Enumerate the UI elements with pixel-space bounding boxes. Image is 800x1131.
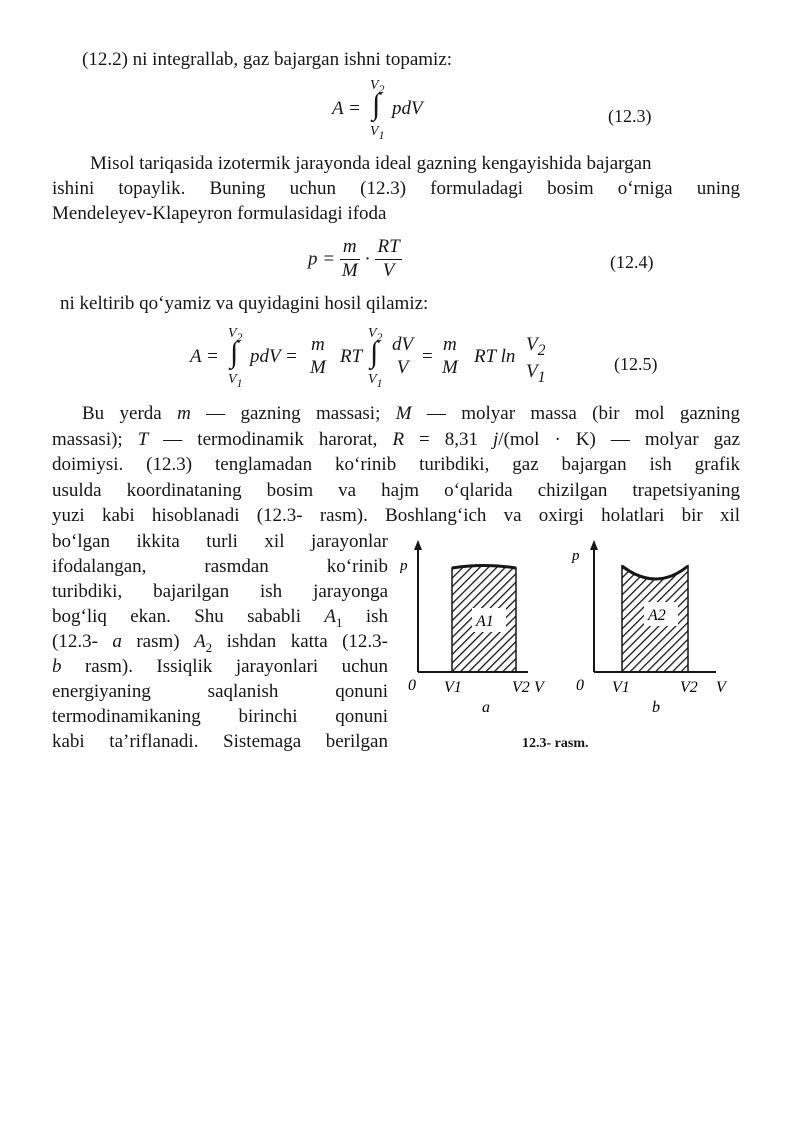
para2-line: ni keltirib qo‘yamiz va quyidagini hosil qilamiz: bbox=[60, 293, 429, 314]
narrow-segment: energiyaning saqlanish qonuni bbox=[52, 681, 388, 702]
para3-segment: massasi); bbox=[52, 429, 138, 450]
eq3-integrand: pdV = bbox=[250, 346, 298, 367]
para3-segment: T bbox=[137, 429, 149, 450]
narrow-line bbox=[52, 555, 388, 579]
narrow-line bbox=[52, 730, 388, 754]
para3-segment: usulda koordinataning bosim va hajm o‘qlarida chizilgan trapetsiyaning bbox=[52, 480, 740, 501]
para3-segment: R bbox=[392, 429, 405, 450]
panel-a-v2-label: V2 bbox=[512, 679, 530, 696]
narrow-segment: A bbox=[194, 631, 206, 652]
narrow-line bbox=[52, 655, 388, 679]
eq2-fraction-m-over-M: $\frac{m}{M}$ bbox=[341, 236, 358, 281]
panel-b-v-label: V bbox=[716, 679, 726, 696]
eq2-number: (12.4) bbox=[610, 252, 654, 272]
para3-segment: doimiysi. (12.3) tenglamadan ko‘rinib turibdiki, gaz bajargan ish grafik bbox=[52, 454, 740, 475]
panel-b-p-label: p bbox=[572, 548, 580, 564]
narrow-segment: b bbox=[52, 656, 62, 677]
panel-b bbox=[571, 540, 728, 716]
narrow-line bbox=[52, 705, 388, 729]
para1-line-2: ishini topaylik. Buning uchun (12.3) formuladagi bosim o‘rniga uning bbox=[52, 178, 740, 199]
eq3-fraction-V2-over-V1: $V_2$ $V_1$ bbox=[526, 334, 546, 386]
para3-segment: — termodinamik harorat, bbox=[148, 429, 393, 450]
eq2-dot: · bbox=[364, 248, 371, 270]
para3-segment: yuzi kabi hisoblanadi (12.3- rasm). Boshlang‘ich va oxirgi holatlari bir xil bbox=[52, 505, 740, 526]
eq1-integrand: pdV bbox=[392, 98, 423, 119]
para3-segment: m bbox=[177, 403, 191, 424]
panel-b-area-label: A2 bbox=[648, 607, 666, 624]
narrow-segment: ish bbox=[342, 606, 388, 627]
para3-segment: M bbox=[395, 403, 412, 424]
para3-line bbox=[52, 504, 740, 528]
eq3-number: (12.5) bbox=[614, 354, 658, 374]
figure-caption: 12.3- rasm. bbox=[522, 736, 589, 751]
narrow-segment: rasm). Issiqlik jarayonlari uchun bbox=[61, 656, 388, 677]
equation-12-5 bbox=[0, 0, 800, 400]
panel-b-origin: 0 bbox=[576, 677, 584, 694]
eq3-equals: = bbox=[422, 346, 433, 367]
eq3-lower-limit-1: $V_1$ bbox=[228, 372, 243, 390]
para3-line bbox=[82, 402, 740, 426]
eq3-RT-ln: RT ln bbox=[474, 346, 516, 367]
narrow-segment: ifodalangan, rasmdan ko‘rinib bbox=[52, 556, 388, 577]
para3-line bbox=[52, 479, 740, 503]
para3-segment: Bu yerda bbox=[82, 403, 178, 424]
eq1-number: (12.3) bbox=[608, 106, 652, 126]
narrow-line bbox=[52, 680, 388, 704]
para3-segment: /(mol · K) — molyar gaz bbox=[498, 429, 741, 450]
figure-12-3 bbox=[400, 536, 740, 756]
para3-line bbox=[52, 428, 740, 452]
para1-line-1: Misol tariqasida izotermik jarayonda ideal gazning kengayishida bajargan bbox=[90, 153, 652, 174]
panel-a-p-arrow bbox=[414, 540, 422, 550]
eq1-lhs: A = bbox=[332, 98, 361, 119]
narrow-segment: (12.3- bbox=[52, 631, 113, 652]
eq3-lower-limit-2: $V_1$ bbox=[368, 372, 383, 390]
narrow-line bbox=[52, 580, 388, 604]
eq3-upper-limit-1: $V_2$ bbox=[228, 326, 243, 344]
intro-line: (12.2) ni integrallab, gaz bajargan ishni topamiz: bbox=[82, 49, 453, 70]
narrow-segment: ishdan katta (12.3- bbox=[212, 631, 388, 652]
panel-b-v2-label: V2 bbox=[680, 679, 698, 696]
panel-a-area-label: A1 bbox=[476, 613, 494, 630]
eq3-RT: RT bbox=[340, 346, 363, 367]
narrow-segment: rasm) bbox=[121, 631, 195, 652]
narrow-segment: termodinamikaning birinchi qonuni bbox=[52, 706, 388, 727]
panel-a-sub: a bbox=[482, 699, 490, 716]
integral-sign: ∫ bbox=[372, 88, 381, 121]
panel-b-v1-label: V1 bbox=[612, 679, 630, 696]
para3-segment: = 8,31 bbox=[404, 429, 494, 450]
narrow-segment: bo‘lgan ikkita turli xil jarayonlar bbox=[52, 531, 388, 552]
panel-a-v1-label: V1 bbox=[444, 679, 462, 696]
para3-segment: — molyar massa (bir mol gazning bbox=[411, 403, 741, 424]
para1-line-3: Mendeleyev-Klapeyron formulasidagi ifoda bbox=[52, 203, 387, 224]
narrow-segment: bog‘liq ekan. Shu sababli bbox=[52, 606, 325, 627]
narrow-line bbox=[52, 530, 388, 554]
panel-a-v-label: V bbox=[534, 679, 544, 696]
para3-segment: — gazning massasi; bbox=[190, 403, 396, 424]
panel-b-p-arrow bbox=[590, 540, 598, 550]
narrow-segment: a bbox=[112, 631, 122, 652]
eq2-lhs: p = bbox=[308, 248, 336, 270]
panel-a-p-label: p bbox=[400, 558, 408, 574]
integral-sign-2: ∫ bbox=[370, 336, 379, 369]
integral-sign-1: ∫ bbox=[230, 336, 239, 369]
panel-a-origin: 0 bbox=[408, 677, 416, 694]
narrow-segment: A bbox=[324, 606, 336, 627]
narrow-segment: 1 bbox=[335, 614, 343, 630]
para3-segment: j bbox=[493, 429, 499, 450]
eq3-upper-limit-2: $V_2$ bbox=[368, 326, 383, 344]
eq1-upper-limit: $V_2$ bbox=[370, 78, 385, 96]
eq3-fraction-m-over-M-2: m M bbox=[442, 334, 458, 378]
narrow-segment: 2 bbox=[205, 639, 213, 655]
eq1-lower-limit: $V_1$ bbox=[370, 124, 385, 142]
eq2-fraction-RT-over-V: $\frac{RT}{V}$ bbox=[377, 236, 400, 281]
eq3-fraction-dV-over-V: dV V bbox=[392, 334, 414, 378]
narrow-segment: turibdiki, bajarilgan ish jarayonga bbox=[52, 581, 388, 602]
panel-a bbox=[400, 540, 546, 716]
panel-b-sub: b bbox=[652, 699, 660, 716]
narrow-segment: kabi ta’riflanadi. Sistemaga berilgan bbox=[52, 731, 388, 752]
eq3-fraction-m-over-M-1: m M bbox=[310, 334, 326, 378]
eq3-lhs: A = bbox=[190, 346, 219, 367]
para3-line bbox=[52, 453, 740, 477]
figure-svg bbox=[400, 536, 740, 756]
